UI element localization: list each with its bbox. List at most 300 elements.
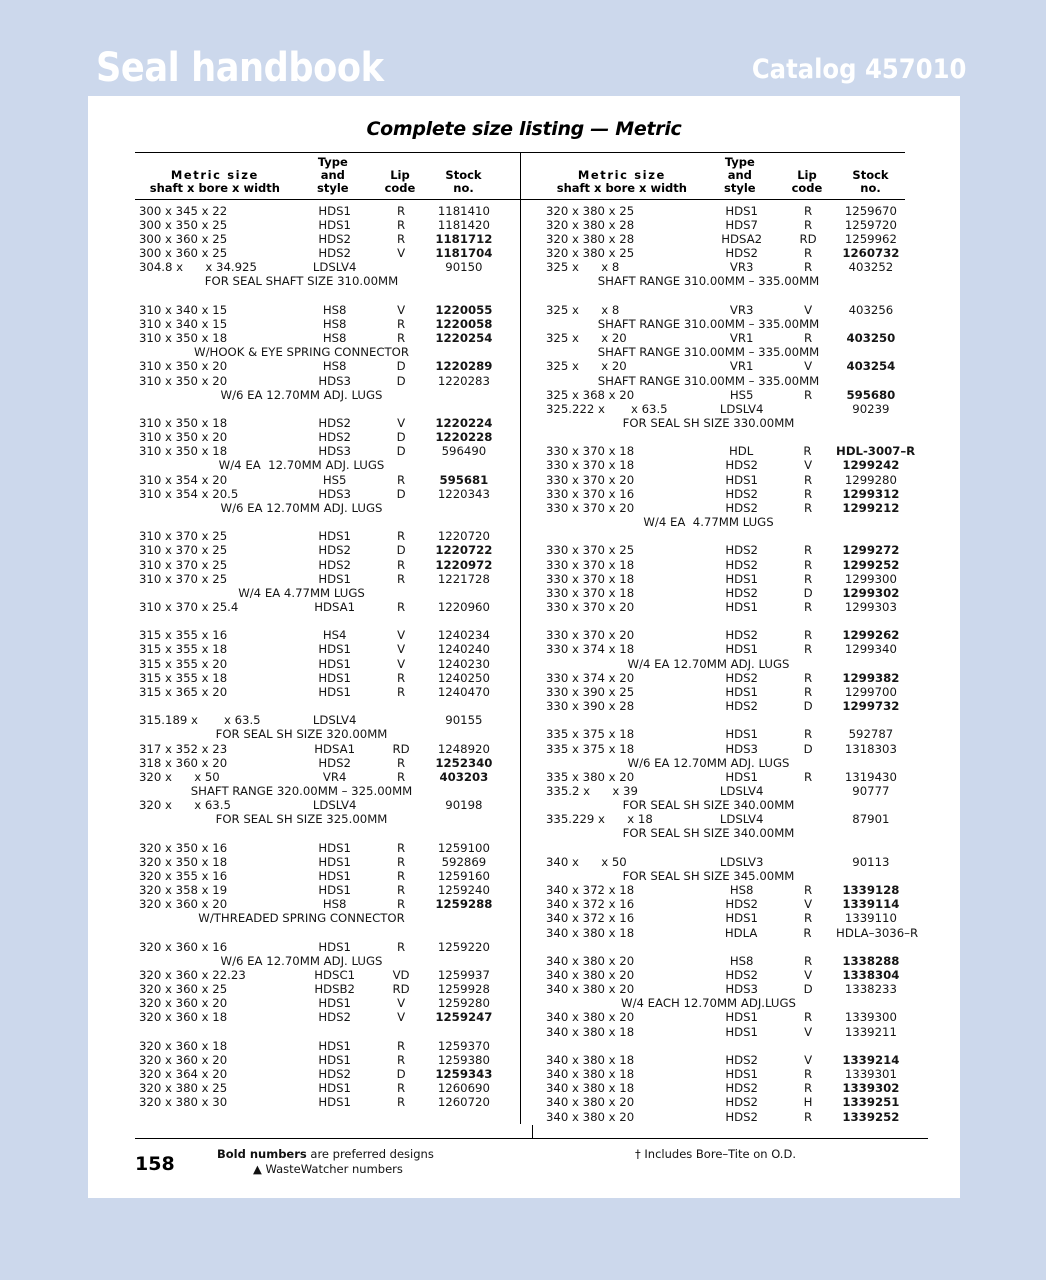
row-note: FOR SEAL SH SIZE 330.00MM	[622, 415, 795, 430]
cell-type-style: HS5	[729, 387, 754, 402]
cell-metric-size: 320 x 380 x 25	[546, 203, 635, 218]
header-style-right: style	[724, 181, 756, 196]
table-row	[135, 968, 498, 982]
cell-metric-size: 304.8 x x 34.925	[139, 260, 257, 275]
cell-metric-size: 330 x 370 x 20	[546, 599, 635, 614]
cell-lip-code: R	[804, 642, 813, 657]
table-row	[542, 883, 905, 897]
cell-metric-size: 320 x 350 x 18	[139, 854, 228, 869]
cell-type-style: HDS1	[318, 883, 351, 898]
table-row	[135, 798, 498, 812]
cell-type-style: HDS2	[725, 897, 758, 912]
cell-type-style: HDS2	[318, 1067, 351, 1082]
row-note: FOR SEAL SH SIZE 325.00MM	[215, 812, 388, 827]
table-row	[135, 430, 498, 444]
cell-lip-code: D	[396, 1067, 406, 1082]
cell-stock-no: 1339300	[844, 1010, 897, 1025]
table-row	[542, 699, 905, 713]
cell-stock-no: 1181704	[435, 246, 493, 261]
row-spacer	[542, 841, 905, 855]
table-row	[135, 600, 498, 614]
cell-stock-no: 1260690	[437, 1081, 490, 1096]
cell-metric-size: 320 x 360 x 20	[139, 996, 228, 1011]
cell-type-style: HDS1	[318, 571, 351, 586]
page-title: Seal handbook	[96, 45, 384, 91]
cell-lip-code: R	[804, 472, 813, 487]
cell-lip-code: R	[397, 529, 406, 544]
table-row	[542, 501, 905, 515]
cell-stock-no: 1319430	[844, 769, 897, 784]
cell-metric-size: 340 x 380 x 20	[546, 1010, 635, 1025]
cell-stock-no: 1181410	[437, 203, 490, 218]
cell-stock-no: 1299280	[844, 472, 897, 487]
cell-stock-no: 1339252	[842, 1109, 900, 1124]
table-row	[135, 1067, 498, 1081]
cell-stock-no: 1339301	[844, 1067, 897, 1082]
cell-stock-no: 1299272	[842, 543, 900, 558]
table-row	[542, 1081, 905, 1095]
row-spacer	[135, 402, 498, 416]
cell-stock-no: 1259100	[437, 840, 490, 855]
table-row	[135, 628, 498, 642]
row-note: FOR SEAL SHAFT SIZE 310.00MM	[204, 274, 399, 289]
table-row	[542, 1025, 905, 1039]
cell-stock-no: 1259220	[437, 939, 490, 954]
cell-lip-code: R	[804, 727, 813, 742]
cell-type-style: HDSA1	[314, 599, 356, 614]
table-row	[135, 246, 498, 260]
cell-stock-no: 1252340	[435, 755, 493, 770]
cell-lip-code: R	[804, 331, 813, 346]
cell-metric-size: 315 x 355 x 18	[139, 642, 228, 657]
table-row	[542, 487, 905, 501]
cell-type-style: LDSLV3	[719, 854, 764, 869]
cell-stock-no: 403203	[439, 769, 489, 784]
row-note: W/4 EACH 12.70MM ADJ.LUGS	[621, 996, 796, 1011]
cell-metric-size: 330 x 390 x 28	[546, 699, 635, 714]
cell-lip-code: R	[804, 203, 813, 218]
cell-type-style: LDSLV4	[719, 812, 764, 827]
cell-metric-size: 320 x x 63.5	[139, 798, 231, 813]
cell-type-style: HDS1	[725, 1024, 758, 1039]
right-rows-container	[542, 200, 919, 1124]
cell-lip-code: R	[397, 670, 406, 685]
cell-metric-size: 330 x 370 x 18	[546, 571, 635, 586]
cell-stock-no: 595680	[846, 387, 896, 402]
cell-metric-size: 310 x 350 x 20	[139, 373, 228, 388]
cell-type-style: VR3	[729, 302, 754, 317]
row-note: FOR SEAL SH SIZE 340.00MM	[622, 798, 795, 813]
cell-stock-no: 1220972	[435, 557, 493, 572]
cell-stock-no: 1338233	[844, 982, 897, 997]
cell-stock-no: 595681	[439, 472, 489, 487]
cell-metric-size: 310 x 370 x 25	[139, 557, 228, 572]
cell-metric-size: 310 x 370 x 25	[139, 543, 228, 558]
cell-stock-no: 403252	[848, 260, 894, 275]
cell-lip-code: R	[804, 1067, 813, 1082]
cell-stock-no: 1220254	[435, 331, 493, 346]
cell-lip-code: R	[804, 571, 813, 586]
cell-metric-size: 330 x 370 x 18	[546, 557, 635, 572]
cell-stock-no: 1259962	[844, 231, 897, 246]
cell-lip-code: R	[397, 840, 406, 855]
cell-lip-code: R	[397, 897, 406, 912]
column-divider-footer	[532, 1125, 533, 1139]
row-note: SHAFT RANGE 310.00MM – 335.00MM	[597, 316, 820, 331]
cell-lip-code: R	[804, 486, 813, 501]
cell-type-style: HDSB2	[314, 982, 355, 997]
cell-stock-no: 1259928	[437, 982, 490, 997]
table-row	[542, 855, 905, 869]
left-column-header	[135, 153, 520, 199]
cell-lip-code: R	[804, 883, 813, 898]
table-row	[542, 572, 905, 586]
cell-lip-code: V	[804, 897, 813, 912]
table-row	[542, 1095, 905, 1109]
page-number: 158	[135, 1153, 175, 1175]
cell-type-style: HDS1	[318, 642, 351, 657]
table-row	[542, 218, 905, 232]
cell-lip-code: R	[397, 883, 406, 898]
cell-stock-no: 1299302	[842, 585, 900, 600]
cell-type-style: HDS1	[318, 868, 351, 883]
table-row	[542, 1010, 905, 1024]
cell-metric-size: 300 x 360 x 25	[139, 231, 228, 246]
cell-stock-no: 1259370	[437, 1038, 490, 1053]
cell-stock-no: 1339211	[844, 1024, 897, 1039]
table-header-row	[135, 153, 905, 199]
cell-metric-size: 310 x 340 x 15	[139, 316, 228, 331]
cell-type-style: HDS1	[318, 656, 351, 671]
cell-metric-size: 310 x 370 x 25	[139, 529, 228, 544]
cell-stock-no: 1220720	[437, 529, 490, 544]
table-row	[135, 1081, 498, 1095]
cell-metric-size: 335.2 x x 39	[546, 783, 638, 798]
cell-lip-code: D	[396, 359, 406, 374]
cell-stock-no: 1240470	[437, 684, 490, 699]
row-note: SHAFT RANGE 310.00MM – 335.00MM	[597, 274, 820, 289]
table-row	[135, 841, 498, 855]
cell-type-style: HDS1	[725, 727, 758, 742]
cell-stock-no: 1339302	[842, 1081, 900, 1096]
cell-lip-code: R	[397, 571, 406, 586]
row-spacer	[542, 1039, 905, 1053]
table-row	[135, 303, 498, 317]
cell-metric-size: 310 x 370 x 25.4	[139, 599, 239, 614]
cell-lip-code: R	[804, 246, 813, 261]
cell-metric-size: 310 x 350 x 20	[139, 359, 228, 374]
cell-lip-code: V	[397, 415, 406, 430]
cell-type-style: HDS1	[318, 203, 351, 218]
cell-type-style: HDS1	[318, 1038, 351, 1053]
cell-metric-size: 340 x 380 x 18	[546, 1052, 635, 1067]
cell-metric-size: 340 x 380 x 18	[546, 1024, 635, 1039]
table-row	[135, 374, 498, 388]
header-type: Type	[317, 155, 348, 169]
cell-stock-no: 1260720	[437, 1095, 490, 1110]
row-note: W/HOOK & EYE SPRING CONNECTOR	[194, 345, 409, 360]
cell-lip-code: R	[804, 599, 813, 614]
table-row	[135, 218, 498, 232]
cell-lip-code: R	[804, 1081, 813, 1096]
cell-metric-size: 320 x 360 x 22.23	[139, 967, 246, 982]
cell-stock-no: 1299212	[842, 500, 900, 515]
cell-lip-code: R	[397, 472, 406, 487]
cell-type-style: HDS7	[725, 217, 758, 232]
cell-metric-size: 320 x 358 x 19	[139, 883, 228, 898]
cell-stock-no: 1299312	[842, 486, 900, 501]
header-lip-right: Lip	[797, 168, 817, 183]
cell-type-style: HDS1	[318, 854, 351, 869]
table-row	[542, 897, 905, 911]
cell-lip-code: V	[397, 246, 406, 261]
table-row	[542, 742, 905, 756]
row-spacer	[135, 289, 498, 303]
cell-lip-code	[779, 402, 836, 416]
cell-type-style: HDS2	[318, 755, 351, 770]
cell-type-style: HDS1	[318, 217, 351, 232]
cell-stock-no: 90777	[852, 783, 890, 798]
left-rows-container	[135, 200, 498, 1110]
table-row	[542, 925, 919, 940]
cell-metric-size: 340 x 372 x 18	[546, 883, 635, 898]
cell-metric-size: 315 x 355 x 16	[139, 628, 228, 643]
cell-metric-size: 330 x 370 x 18	[546, 458, 635, 473]
cell-stock-no: 90150	[445, 260, 483, 275]
cell-type-style: HDS2	[318, 543, 351, 558]
cell-type-style: HDS1	[318, 1095, 351, 1110]
cell-metric-size: 340 x 380 x 18	[546, 925, 635, 940]
cell-lip-code: R	[397, 939, 406, 954]
cell-metric-size: 320 x 360 x 16	[139, 939, 228, 954]
cell-lip-code: D	[396, 444, 406, 459]
table-row	[135, 232, 498, 246]
cell-type-style: HDS2	[725, 500, 758, 515]
cell-type-style: HDS2	[725, 967, 758, 982]
cell-type-style: HDS3	[725, 982, 758, 997]
cell-lip-code: V	[804, 967, 813, 982]
cell-type-style: HDSC1	[314, 967, 356, 982]
cell-stock-no: 1259280	[437, 996, 490, 1011]
cell-lip-code: V	[804, 458, 813, 473]
cell-type-style: HDS1	[725, 684, 758, 699]
table-row	[542, 1067, 905, 1081]
header-no: no.	[453, 181, 474, 196]
cell-type-style: VR4	[322, 769, 347, 784]
cell-stock-no: 1240230	[437, 656, 490, 671]
cell-lip-code: R	[397, 1081, 406, 1096]
table-row	[135, 558, 498, 572]
bore-tite-note: † Includes Bore–Tite on O.D.	[635, 1147, 796, 1161]
table-row	[135, 1095, 498, 1109]
cell-type-style: HDS2	[725, 458, 758, 473]
cell-type-style: HDS1	[318, 684, 351, 699]
cell-lip-code: D	[803, 741, 813, 756]
table-row	[135, 444, 498, 458]
cell-type-style: HDS2	[725, 486, 758, 501]
cell-lip-code: VD	[392, 967, 410, 982]
cell-lip-code: V	[397, 642, 406, 657]
cell-type-style: HS8	[322, 316, 347, 331]
cell-stock-no: 90198	[445, 798, 483, 813]
cell-stock-no: 90239	[852, 401, 890, 416]
cell-lip-code: V	[804, 359, 813, 374]
table-row	[135, 657, 498, 671]
cell-stock-no: 1220058	[435, 316, 493, 331]
cell-metric-size: 320 x 380 x 25	[139, 1081, 228, 1096]
table-row	[542, 232, 905, 246]
row-note: W/4 EA 12.70MM ADJ. LUGS	[627, 656, 790, 671]
cell-metric-size: 320 x 380 x 30	[139, 1095, 228, 1110]
cell-stock-no: 1259288	[435, 897, 493, 912]
cell-metric-size: 330 x 374 x 20	[546, 670, 635, 685]
cell-lip-code: V	[804, 1024, 813, 1039]
cell-lip-code: R	[397, 557, 406, 572]
cell-type-style: HS8	[322, 897, 347, 912]
cell-lip-code: R	[397, 755, 406, 770]
cell-stock-no: 1248920	[437, 741, 490, 756]
preferred-designs-label: are preferred designs	[306, 1147, 434, 1161]
table-row	[135, 331, 498, 345]
row-spacer	[542, 614, 905, 628]
cell-type-style: HS8	[322, 302, 347, 317]
left-column-body	[135, 200, 520, 1124]
cell-type-style: HDS2	[318, 415, 351, 430]
cell-type-style: HDS1	[725, 769, 758, 784]
table-row	[135, 543, 498, 557]
cell-metric-size: 300 x 350 x 25	[139, 217, 228, 232]
table-row	[542, 685, 905, 699]
cell-stock-no: 1339214	[842, 1052, 900, 1067]
cell-metric-size: 315 x 365 x 20	[139, 684, 228, 699]
cell-stock-no: 1220228	[435, 430, 493, 445]
cell-lip-code: R	[397, 316, 406, 331]
header-no-right: no.	[860, 181, 881, 196]
cell-type-style: HDLA	[724, 925, 758, 940]
cell-metric-size: 320 x 380 x 25	[546, 246, 635, 261]
cell-lip-code: R	[397, 1038, 406, 1053]
cell-stock-no: 1259160	[437, 868, 490, 883]
cell-metric-size: 330 x 370 x 16	[546, 486, 635, 501]
cell-stock-no: 403256	[848, 302, 894, 317]
cell-stock-no: 1220224	[435, 415, 493, 430]
cell-metric-size: 310 x 354 x 20.5	[139, 486, 239, 501]
table-body	[135, 200, 919, 1124]
table-row	[542, 473, 905, 487]
cell-lip-code: R	[804, 500, 813, 515]
cell-lip-code: V	[397, 1010, 406, 1025]
cell-type-style: VR1	[729, 359, 754, 374]
cell-type-style: VR1	[729, 331, 754, 346]
cell-metric-size: 317 x 352 x 23	[139, 741, 228, 756]
table-row	[542, 543, 905, 557]
catalog-number: Catalog 457010	[751, 54, 966, 85]
cell-stock-no: 1299303	[844, 599, 897, 614]
row-note: W/4 EA 4.77MM LUGS	[643, 515, 774, 530]
cell-lip-code: D	[396, 543, 406, 558]
cell-lip-code: D	[803, 699, 813, 714]
cell-metric-size: 300 x 360 x 25	[139, 246, 228, 261]
cell-stock-no: 596490	[441, 444, 487, 459]
header-stock-right: Stock	[852, 168, 889, 183]
cell-lip-code: R	[804, 1010, 813, 1025]
cell-lip-code	[779, 812, 836, 826]
cell-type-style: HDL	[728, 444, 754, 459]
cell-lip-code: V	[804, 1052, 813, 1067]
cell-type-style: HDS1	[725, 642, 758, 657]
wastewatcher-label: ▲ WasteWatcher numbers	[253, 1162, 403, 1176]
cell-metric-size: 325 x 368 x 20	[546, 387, 635, 402]
cell-type-style: HDS3	[318, 486, 351, 501]
cell-lip-code: R	[397, 331, 406, 346]
cell-stock-no: 592787	[848, 727, 894, 742]
table-row	[135, 317, 498, 331]
row-note: W/THREADED SPRING CONNECTOR	[198, 911, 405, 926]
cell-lip-code: R	[803, 444, 812, 459]
cell-lip-code: R	[397, 1095, 406, 1110]
cell-stock-no: 1259380	[437, 1052, 490, 1067]
cell-stock-no: 1318303	[844, 741, 897, 756]
cell-stock-no: 1299732	[842, 699, 900, 714]
cell-type-style: HDS1	[318, 1052, 351, 1067]
table-row	[135, 1010, 498, 1024]
cell-metric-size: 320 x x 50	[139, 769, 220, 784]
table-row	[135, 1053, 498, 1067]
cell-metric-size: 300 x 345 x 22	[139, 203, 228, 218]
page-footer	[135, 1138, 928, 1177]
cell-lip-code	[372, 798, 429, 812]
cell-metric-size: 310 x 350 x 20	[139, 430, 228, 445]
cell-stock-no: 1259343	[435, 1067, 493, 1082]
cell-metric-size: 325 x x 8	[546, 260, 620, 275]
cell-metric-size: 315 x 355 x 20	[139, 656, 228, 671]
cell-metric-size: 310 x 350 x 18	[139, 444, 228, 459]
cell-lip-code	[372, 260, 429, 274]
cell-metric-size: 330 x 374 x 18	[546, 642, 635, 657]
cell-metric-size: 315.189 x x 63.5	[139, 713, 261, 728]
cell-stock-no: 1181420	[437, 217, 490, 232]
cell-type-style: HDS2	[318, 557, 351, 572]
cell-stock-no: 1259937	[437, 967, 490, 982]
table-row	[542, 204, 905, 218]
cell-type-style: HDS1	[725, 472, 758, 487]
header-code: code	[384, 181, 416, 196]
cell-metric-size: 310 x 370 x 25	[139, 571, 228, 586]
cell-lip-code: R	[804, 217, 813, 232]
row-spacer	[135, 826, 498, 840]
cell-lip-code	[779, 855, 836, 869]
cell-metric-size: 310 x 354 x 20	[139, 472, 228, 487]
cell-lip-code: R	[804, 543, 813, 558]
table-row	[542, 954, 905, 968]
cell-lip-code: R	[804, 769, 813, 784]
cell-lip-code	[779, 784, 836, 798]
cell-metric-size: 320 x 380 x 28	[546, 231, 635, 246]
cell-lip-code: R	[804, 260, 813, 275]
row-note: SHAFT RANGE 310.00MM – 335.00MM	[597, 373, 820, 388]
cell-type-style: HDS3	[725, 741, 758, 756]
bold-numbers-label: Bold numbers	[217, 1147, 307, 1161]
cell-stock-no: 1181712	[435, 231, 493, 246]
page-body	[88, 96, 960, 1198]
cell-metric-size: 320 x 350 x 16	[139, 840, 228, 855]
right-column-body	[520, 200, 919, 1124]
table-row	[135, 671, 498, 685]
cell-metric-size: 335 x 380 x 20	[546, 769, 635, 784]
header-shaft-bore-width-right: shaft x bore x width	[556, 181, 687, 196]
cell-type-style: HDS1	[318, 529, 351, 544]
cell-type-style: HDS2	[725, 585, 758, 600]
